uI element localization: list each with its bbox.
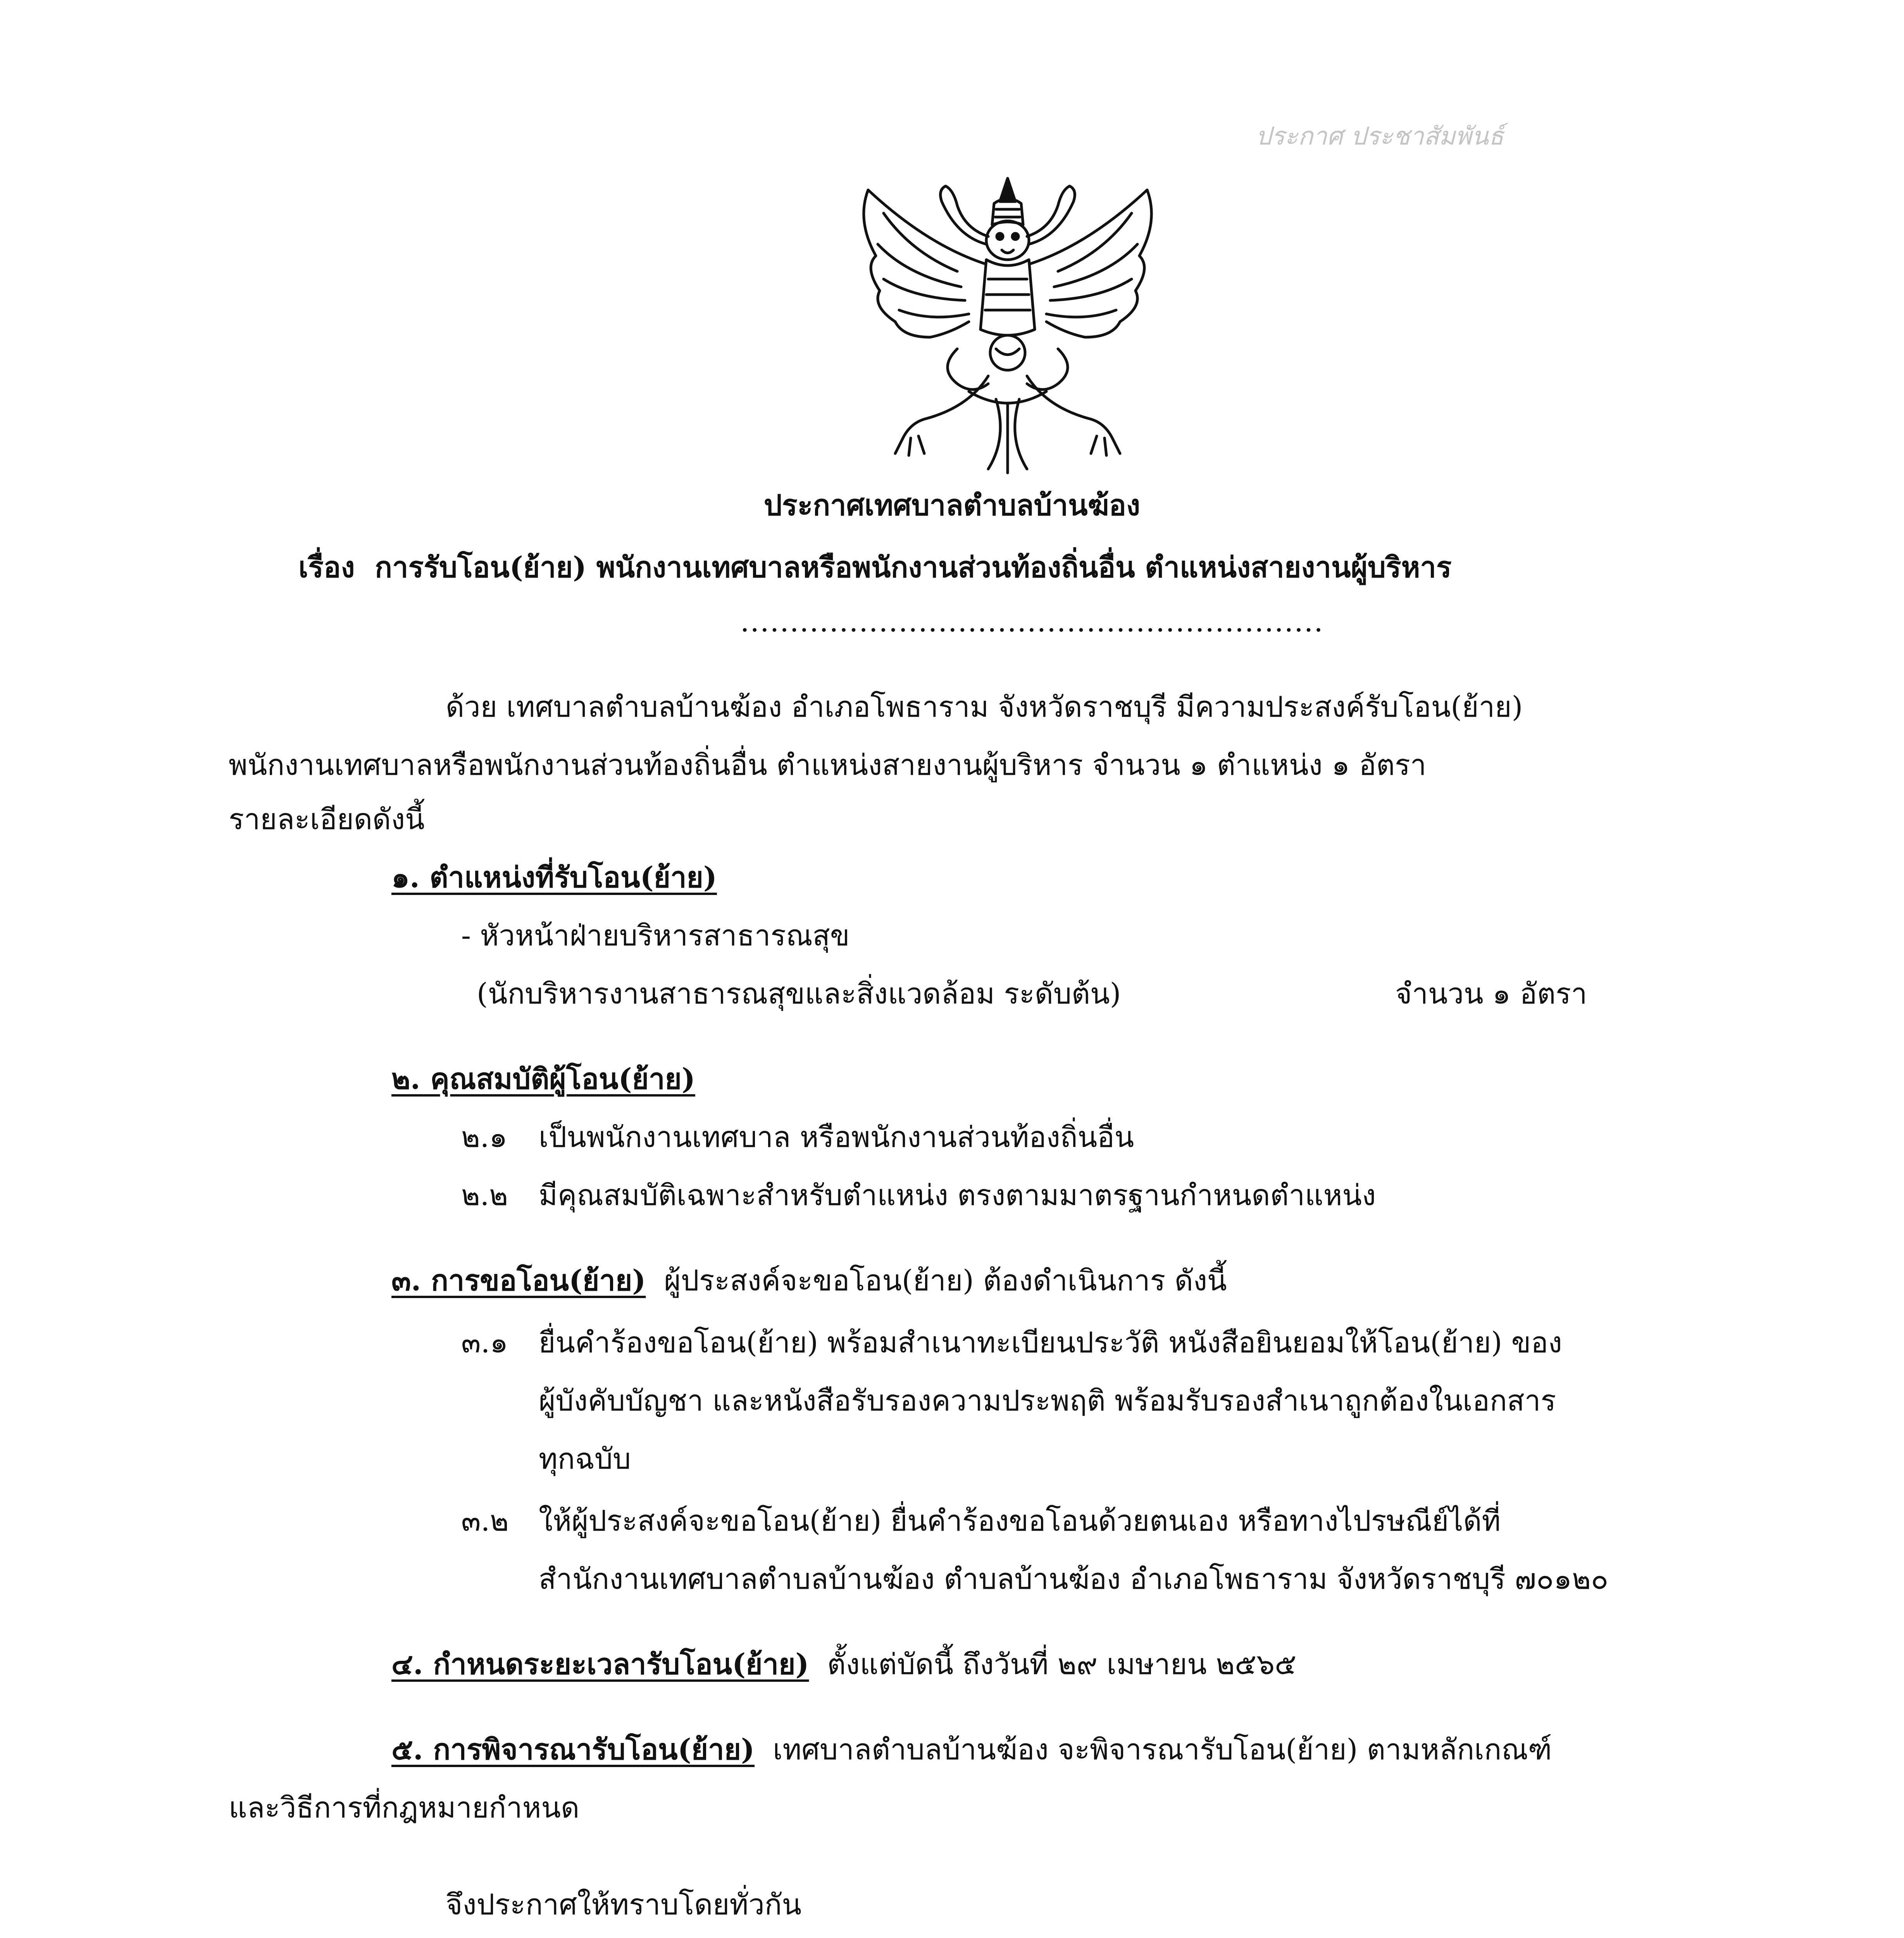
announcement-title: ประกาศเทศบาลตำบลบ้านฆ้อง [763, 489, 1141, 522]
section-5-line-2: และวิธีการที่กฎหมายกำหนด [229, 1791, 580, 1824]
section-1-item: - หัวหน้าฝ่ายบริหารสาธารณสุข [461, 919, 850, 952]
section-3-heading: ๓. การขอโอน(ย้าย) [391, 1264, 646, 1297]
section-5-line [391, 1733, 1552, 1767]
intro-line-3: รายละเอียดดังนี้ [229, 803, 425, 836]
subject-line [298, 550, 1452, 585]
section-3-item-2-line-2: สำนักงานเทศบาลตำบลบ้านฆ้อง ตำบลบ้านฆ้อง อำเภอโพธาราม จังหวัดราชบุรี ๗๐๑๒๐ [539, 1562, 1609, 1596]
section-2-item-2-number: ๒.๒ [461, 1179, 508, 1212]
section-5-heading: ๕. การพิจารณารับโอน(ย้าย) [391, 1733, 755, 1766]
section-3-item-1-line-3: ทุกฉบับ [539, 1442, 631, 1476]
section-3-heading-line [391, 1264, 1227, 1298]
header-stamp-note: ประกาศ ประชาสัมพันธ์ [1256, 122, 1504, 151]
section-3-item-1-line-2: ผู้บังคับบัญชา และหนังสือรับรองความประพฤติ พร้อมรับรองสำเนาถูกต้องในเอกสาร [539, 1384, 1556, 1417]
section-2-item-1-number: ๒.๑ [461, 1121, 508, 1154]
section-1-heading: ๑. ตำแหน่งที่รับโอน(ย้าย) [391, 861, 717, 894]
section-5-rest: เทศบาลตำบลบ้านฆ้อง จะพิจารณารับโอน(ย้าย) ตามหลักเกณฑ์ [773, 1733, 1552, 1766]
subject-text: การรับโอน(ย้าย) พนักงานเทศบาลหรือพนักงานส่วนท้องถิ่นอื่น ตำแหน่งสายงานผู้บริหาร [375, 551, 1452, 584]
section-4-line [391, 1647, 1296, 1682]
section-3-item-1-line-1: ยื่นคำร้องขอโอน(ย้าย) พร้อมสำเนาทะเบียนประวัติ หนังสือยินยอมให้โอน(ย้าย) ของ [539, 1326, 1562, 1359]
section-2-heading: ๒. คุณสมบัติผู้โอน(ย้าย) [391, 1062, 695, 1096]
section-3-item-1-number: ๓.๑ [461, 1326, 508, 1359]
section-3-item-2-line-1: ให้ผู้ประสงค์จะขอโอน(ย้าย) ยื่นคำร้องขอโอนด้วยตนเอง หรือทางไปรษณีย์ได้ที่ [539, 1504, 1501, 1538]
section-2-item-1-text: เป็นพนักงานเทศบาล หรือพนักงานส่วนท้องถิ่นอื่น [539, 1121, 1134, 1154]
title-dotted-separator: ........................................................... [740, 605, 1324, 638]
section-3-item-2-number: ๓.๒ [461, 1504, 509, 1538]
section-1-detail: (นักบริหารงานสาธารณสุขและสิ่งแวดล้อม ระดับต้น) [477, 977, 1121, 1010]
section-3-heading-rest: ผู้ประสงค์จะขอโอน(ย้าย) ต้องดำเนินการ ดังนี้ [664, 1264, 1227, 1297]
intro-line-1: ด้วย เทศบาลตำบลบ้านฆ้อง อำเภอโพธาราม จังหวัดราชบุรี มีความประสงค์รับโอน(ย้าย) [446, 690, 1523, 724]
closing-statement: จึงประกาศให้ทราบโดยทั่วกัน [446, 1888, 802, 1921]
subject-label: เรื่อง [298, 551, 355, 584]
intro-line-2: พนักงานเทศบาลหรือพนักงานส่วนท้องถิ่นอื่น ตำแหน่งสายงานผู้บริหาร จำนวน ๑ ตำแหน่ง ๑ อัตรา [229, 748, 1427, 782]
section-1-count: จำนวน ๑ อัตรา [1395, 977, 1587, 1010]
section-2-item-2-text: มีคุณสมบัติเฉพาะสำหรับตำแหน่ง ตรงตามมาตรฐานกำหนดตำแหน่ง [539, 1179, 1376, 1212]
garuda-emblem-icon [841, 167, 1174, 477]
section-4-heading: ๔. กำหนดระยะเวลารับโอน(ย้าย) [391, 1648, 809, 1681]
section-4-rest: ตั้งแต่บัดนี้ ถึงวันที่ ๒๙ เมษายน ๒๕๖๕ [827, 1648, 1297, 1681]
